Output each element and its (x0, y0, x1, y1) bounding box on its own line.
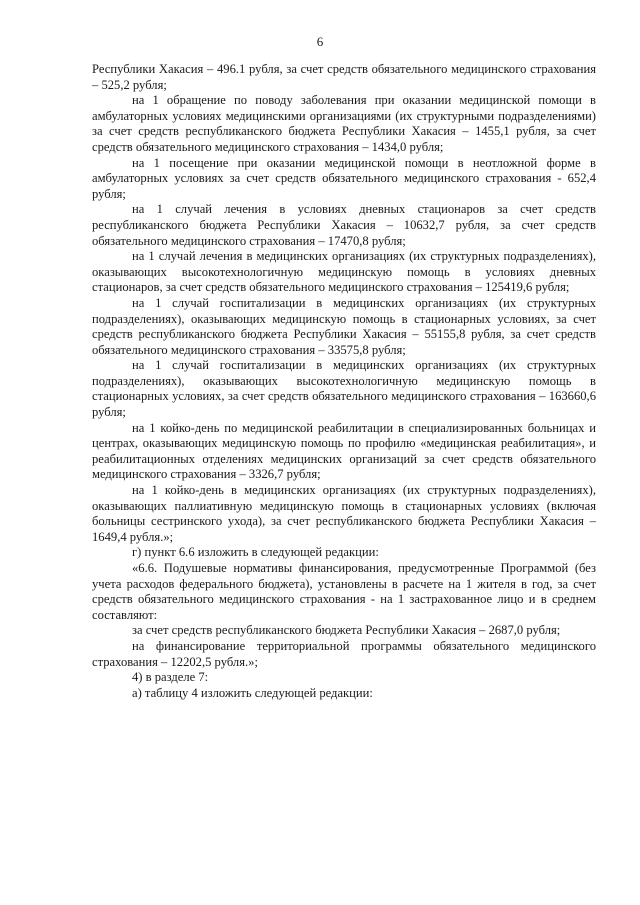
paragraph: на 1 обращение по поводу заболевания при оказании медицинской помощи в амбулаторных условиях медицинскими организациями (их структурными подразделениями) за счет средств республиканского бюджета Республики Хакасия – 1455,1 рубля, за счет средств обязательного медицинского страхования – 1434,0 рубля; (92, 93, 596, 154)
paragraph: на 1 случай лечения в условиях дневных стационаров за счет средств республиканского бюджета Республики Хакасия – 10632,7 рубля, за счет средств обязательного медицинского страхования – 17470,8 рубля; (92, 202, 596, 248)
document-body (92, 62, 596, 701)
paragraph: за счет средств республиканского бюджета Республики Хакасия – 2687,0 рубля; (132, 623, 561, 638)
paragraph: 4) в разделе 7: (132, 670, 209, 685)
paragraph: на 1 случай госпитализации в медицинских организациях (их структурных подразделениях), оказывающих высокотехнологичную медицинскую помощь в стационарных условиях, за счет средств обязательного медицинского страхования – 163660,6 рубля; (92, 358, 596, 420)
paragraph: «6.6. Подушевые нормативы финансирования, предусмотренные Программой (без учета расходов федерального бюджета), установлены в расчете на 1 жителя в год, за счет средств обязательного медицинского страхования - на 1 застрахованное лицо и в среднем составляют: (92, 561, 596, 622)
paragraph: на 1 койко-день в медицинских организациях (их структурных подразделениях), оказывающих паллиативную медицинскую помощь в стационарных условиях (включая больницы сестринского ухода), за счет республиканского бюджета Республики Хакасия – 1649,4 рубля.»; (92, 483, 596, 544)
paragraph: на 1 случай госпитализации в медицинских организациях (их структурных подразделениях), оказывающих медицинскую помощь в стационарных условиях, за счет средств республиканского бюджета Республики Хакасия – 55155,8 рубля, за счет средств обязательного медицинского страхования – 33575,8 рубля; (92, 295, 596, 357)
paragraph: на 1 койко-день по медицинской реабилитации в специализированных больницах и центрах, оказывающих медицинскую помощь по профилю «медицинская реабилитация», и реабилитационных отделениях медицинских организаций за счет средств обязательного медицинского страхования – 3326,7 рубля; (92, 420, 596, 482)
page-number: 6 (316, 34, 324, 49)
paragraph: на финансирование территориальной программы обязательного медицинского страхования – 12202,5 рубля.»; (92, 638, 596, 669)
paragraph: на 1 посещение при оказании медицинской помощи в неотложной форме в амбулаторных условиях за счет средств обязательного медицинского страхования - 652,4 рубля; (92, 155, 596, 201)
paragraph: г) пункт 6.6 изложить в следующей редакции: (132, 545, 379, 560)
paragraph: а) таблицу 4 изложить следующей редакции: (132, 685, 373, 700)
paragraph: на 1 случай лечения в медицинских организациях (их структурных подразделениях), оказывающих высокотехнологичную медицинскую помощь в условиях дневных стационаров, за счет средств обязательного медицинского страхования – 125419,6 рубля; (92, 249, 596, 295)
paragraph: Республики Хакасия – 496.1 рубля, за счет средств обязательного медицинского страхования – 525,2 рубля; (92, 62, 596, 92)
